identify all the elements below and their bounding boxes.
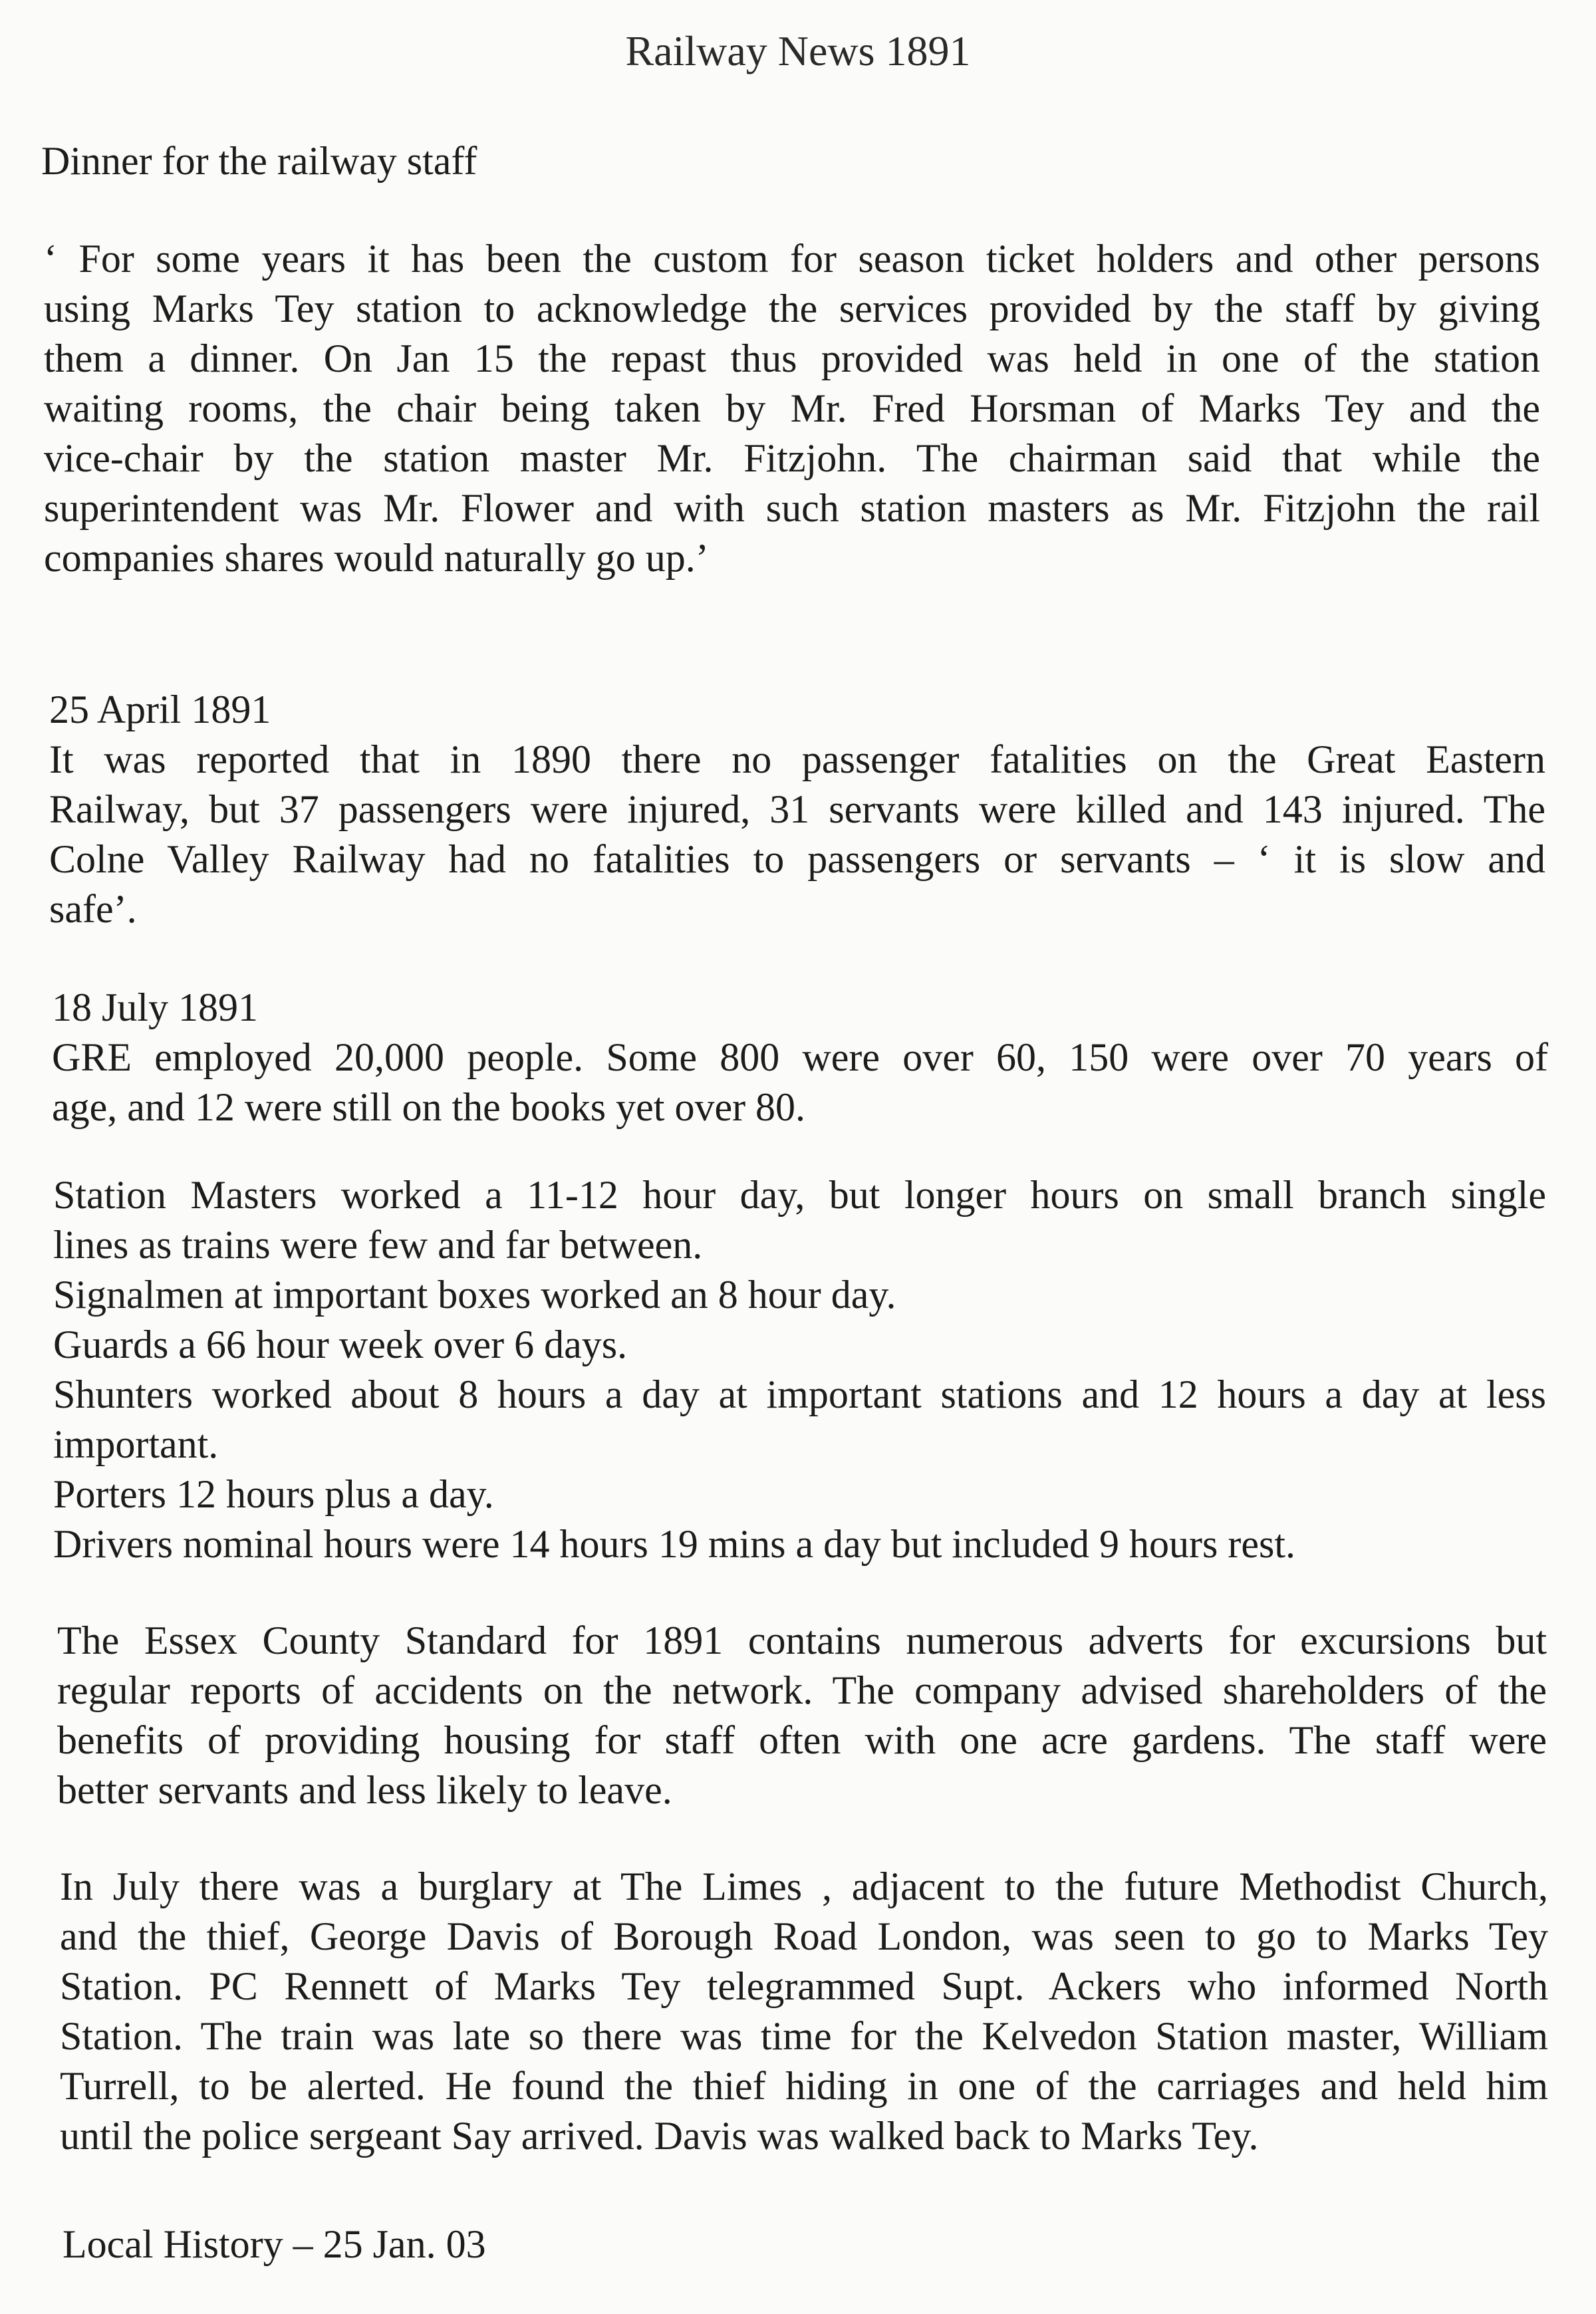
text-line: companies shares would naturally go up.’ bbox=[44, 536, 709, 580]
text-line: The Essex County Standard for 1891 contains numerous adverts for excursions but bbox=[57, 1618, 1547, 1662]
text-line: Guards a 66 hour week over 6 days. bbox=[53, 1323, 628, 1366]
working-hours bbox=[53, 1170, 1546, 1569]
text-line: Station Masters worked a 11-12 hour day, but longer hours on small branch single bbox=[53, 1173, 1546, 1217]
text-line: and the thief, George Davis of Borough Road London, was seen to go to Marks Tey bbox=[60, 1914, 1548, 1958]
text-line: Dinner for the railway staff bbox=[41, 139, 477, 183]
text-line: Railway, but 37 passengers were injured, 31 servants were killed and 143 injured. The bbox=[49, 787, 1545, 831]
text-line: Turrell, to be alerted. He found the thief hiding in one of the carriages and held him bbox=[60, 2064, 1548, 2108]
text-line: benefits of providing housing for staff often with one acre gardens. The staff were bbox=[57, 1718, 1547, 1762]
text-line: better servants and less likely to leave. bbox=[57, 1768, 672, 1812]
text-line: Station. PC Rennett of Marks Tey telegrammed Supt. Ackers who informed North bbox=[60, 1964, 1548, 2008]
text-line: Drivers nominal hours were 14 hours 19 mins a day but included 9 hours rest. bbox=[53, 1522, 1295, 1566]
text-line: Local History – 25 Jan. 03 bbox=[63, 2222, 486, 2266]
text-line: lines as trains were few and far between. bbox=[53, 1223, 703, 1267]
text-line: using Marks Tey station to acknowledge the services provided by the staff by giving bbox=[44, 287, 1540, 330]
text-line: superintendent was Mr. Flower and with such station masters as Mr. Fitzjohn the rail bbox=[44, 486, 1540, 530]
text-line: Signalmen at important boxes worked an 8 hour day. bbox=[53, 1273, 896, 1317]
text-line: safe’. bbox=[49, 887, 137, 931]
text-line: Porters 12 hours plus a day. bbox=[53, 1472, 494, 1516]
text-line: important. bbox=[53, 1422, 219, 1466]
burglary-report bbox=[60, 1862, 1548, 2161]
text-line: regular reports of accidents on the network. The company advised shareholders of the bbox=[57, 1668, 1547, 1712]
text-line: It was reported that in 1890 there no passenger fatalities on the Great Eastern bbox=[49, 737, 1545, 781]
text-line: 25 April 1891 bbox=[49, 688, 271, 731]
article-25-april-1891 bbox=[49, 685, 1545, 934]
text-line: age, and 12 were still on the books yet over 80. bbox=[52, 1085, 806, 1129]
text-line: In July there was a burglary at The Limes , adjacent to the future Methodist Church, bbox=[60, 1864, 1548, 1908]
text-line: Shunters worked about 8 hours a day at important stations and 12 hours a day at less bbox=[53, 1372, 1546, 1416]
article-18-july-1891 bbox=[52, 983, 1548, 1132]
text-line: them a dinner. On Jan 15 the repast thus provided was held in one of the station bbox=[44, 336, 1540, 380]
text-line: 18 July 1891 bbox=[52, 985, 259, 1029]
essex-county-standard bbox=[57, 1616, 1547, 1815]
text-line: Station. The train was late so there was time for the Kelvedon Station master, William bbox=[60, 2014, 1548, 2058]
text-line: ‘ For some years it has been the custom for season ticket holders and other persons bbox=[44, 237, 1540, 281]
text-line: GRE employed 20,000 people. Some 800 were over 60, 150 were over 70 years of bbox=[52, 1035, 1548, 1079]
section-heading bbox=[41, 136, 507, 186]
footer-source bbox=[63, 2220, 661, 2269]
page-title: Railway News 1891 bbox=[625, 27, 971, 74]
text-line: vice-chair by the station master Mr. Fitzjohn. The chairman said that while the bbox=[44, 436, 1540, 480]
text-line: until the police sergeant Say arrived. Davis was walked back to Marks Tey. bbox=[60, 2114, 1259, 2158]
article-dinner bbox=[44, 234, 1540, 583]
text-line: Colne Valley Railway had no fatalities to passengers or servants – ‘ it is slow and bbox=[49, 837, 1545, 881]
text-line: waiting rooms, the chair being taken by Mr. Fred Horsman of Marks Tey and the bbox=[44, 386, 1540, 430]
